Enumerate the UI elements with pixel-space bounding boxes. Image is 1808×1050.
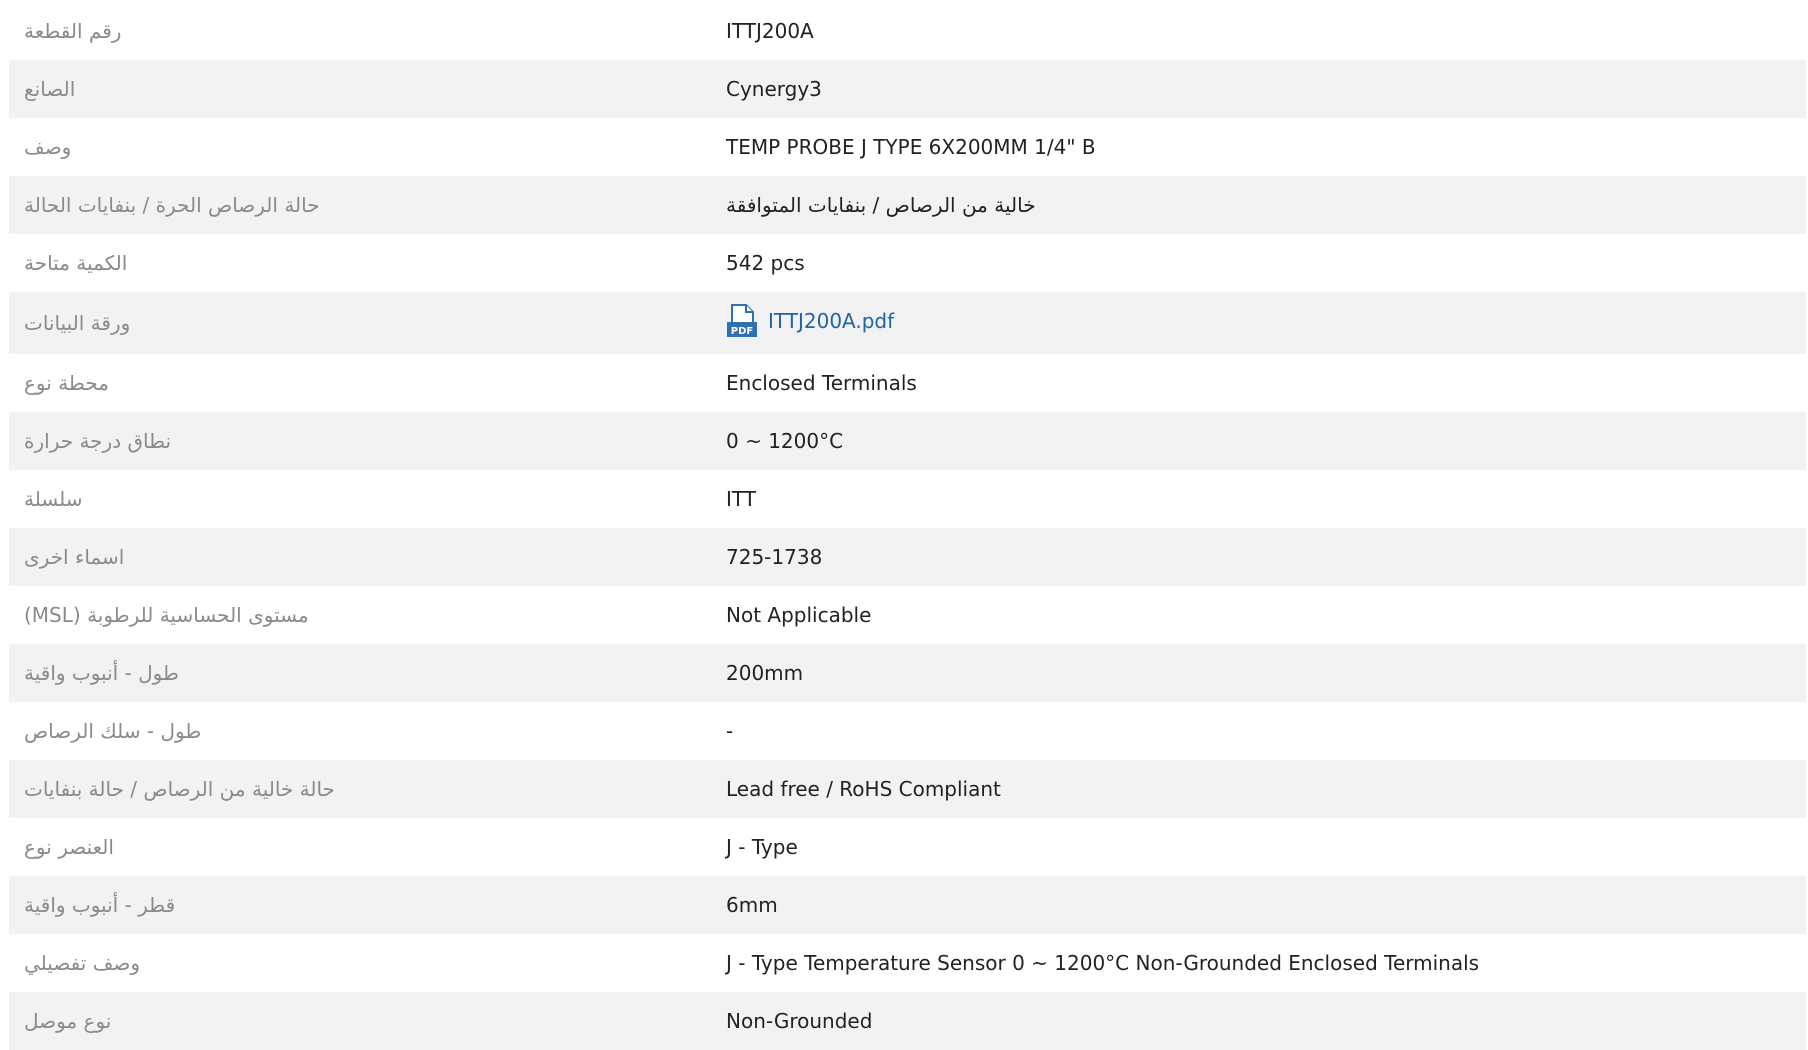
spec-row-tube-length xyxy=(9,644,1806,702)
spec-row-manufacturer xyxy=(9,60,1806,118)
spec-value: Not Applicable xyxy=(726,603,872,627)
spec-value: 200mm xyxy=(726,661,804,685)
spec-value: J - Type xyxy=(726,835,798,859)
spec-row-element-type xyxy=(9,818,1806,876)
spec-label: نطاق درجة حرارة xyxy=(24,429,172,453)
spec-row-part-number xyxy=(9,2,1806,60)
spec-value: 6mm xyxy=(726,893,778,917)
spec-value: J - Type Temperature Sensor 0 ~ 1200°C Non-Grounded Enclosed Terminals xyxy=(726,951,1480,975)
spec-row-quantity-available xyxy=(9,234,1806,292)
pdf-icon xyxy=(726,304,758,338)
spec-label: العنصر نوع xyxy=(24,835,114,859)
spec-value: ITTJ200A xyxy=(726,19,814,43)
spec-label: الصانع xyxy=(24,77,76,101)
spec-label: سلسلة xyxy=(24,487,83,511)
spec-label: رقم القطعة xyxy=(24,19,122,43)
spec-value: Lead free / RoHS Compliant xyxy=(726,777,1001,801)
spec-row-description xyxy=(9,118,1806,176)
spec-label: (MSL) مستوى الحساسية للرطوبة xyxy=(24,603,309,627)
spec-row-datasheet xyxy=(9,292,1806,354)
spec-label: نوع موصل xyxy=(24,1009,112,1033)
spec-label: وصف xyxy=(24,135,72,159)
spec-value: - xyxy=(726,719,734,743)
spec-row-series xyxy=(9,470,1806,528)
spec-row-moisture-sensitivity xyxy=(9,586,1806,644)
spec-row-detailed-description xyxy=(9,934,1806,992)
spec-row-lead-wire-length xyxy=(9,702,1806,760)
spec-row-other-names xyxy=(9,528,1806,586)
spec-value: ITT xyxy=(726,487,756,511)
spec-row-terminal-type xyxy=(9,354,1806,412)
spec-row-temperature-range xyxy=(9,412,1806,470)
spec-label: اسماء اخرى xyxy=(24,545,125,569)
spec-value: TEMP PROBE J TYPE 6X200MM 1/4" B xyxy=(726,135,1096,159)
spec-table xyxy=(9,2,1806,1050)
spec-label: حالة الرصاص الحرة / بنفايات الحالة xyxy=(24,193,320,217)
spec-value: 725-1738 xyxy=(726,545,823,569)
spec-value: 542 pcs xyxy=(726,251,805,275)
spec-label: محطة نوع xyxy=(24,371,109,395)
datasheet-link-label: ITTJ200A.pdf xyxy=(768,308,895,333)
spec-label: وصف تفصيلي xyxy=(24,951,141,975)
spec-label: قطر - أنبوب واقية xyxy=(24,893,176,917)
spec-label: طول - سلك الرصاص xyxy=(24,719,202,743)
spec-value: خالية من الرصاص / بنفايات المتوافقة xyxy=(726,193,1036,217)
spec-value: 0 ~ 1200°C xyxy=(726,429,844,453)
spec-row-tube-diameter xyxy=(9,876,1806,934)
spec-value: Non-Grounded xyxy=(726,1009,873,1033)
spec-label: الكمية متاحة xyxy=(24,251,128,275)
datasheet-link[interactable] xyxy=(726,304,894,338)
spec-label: طول - أنبوب واقية xyxy=(24,661,179,685)
svg-text:PDF: PDF xyxy=(730,325,754,337)
spec-label: ورقة البيانات xyxy=(24,311,131,335)
spec-value xyxy=(726,292,1806,354)
spec-row-lead-free-status xyxy=(9,176,1806,234)
spec-value: Cynergy3 xyxy=(726,77,822,101)
spec-value: Enclosed Terminals xyxy=(726,371,917,395)
spec-row-junction-type xyxy=(9,992,1806,1050)
spec-row-rohs-status xyxy=(9,760,1806,818)
spec-label: حالة خالية من الرصاص / حالة بنفايات xyxy=(24,777,335,801)
